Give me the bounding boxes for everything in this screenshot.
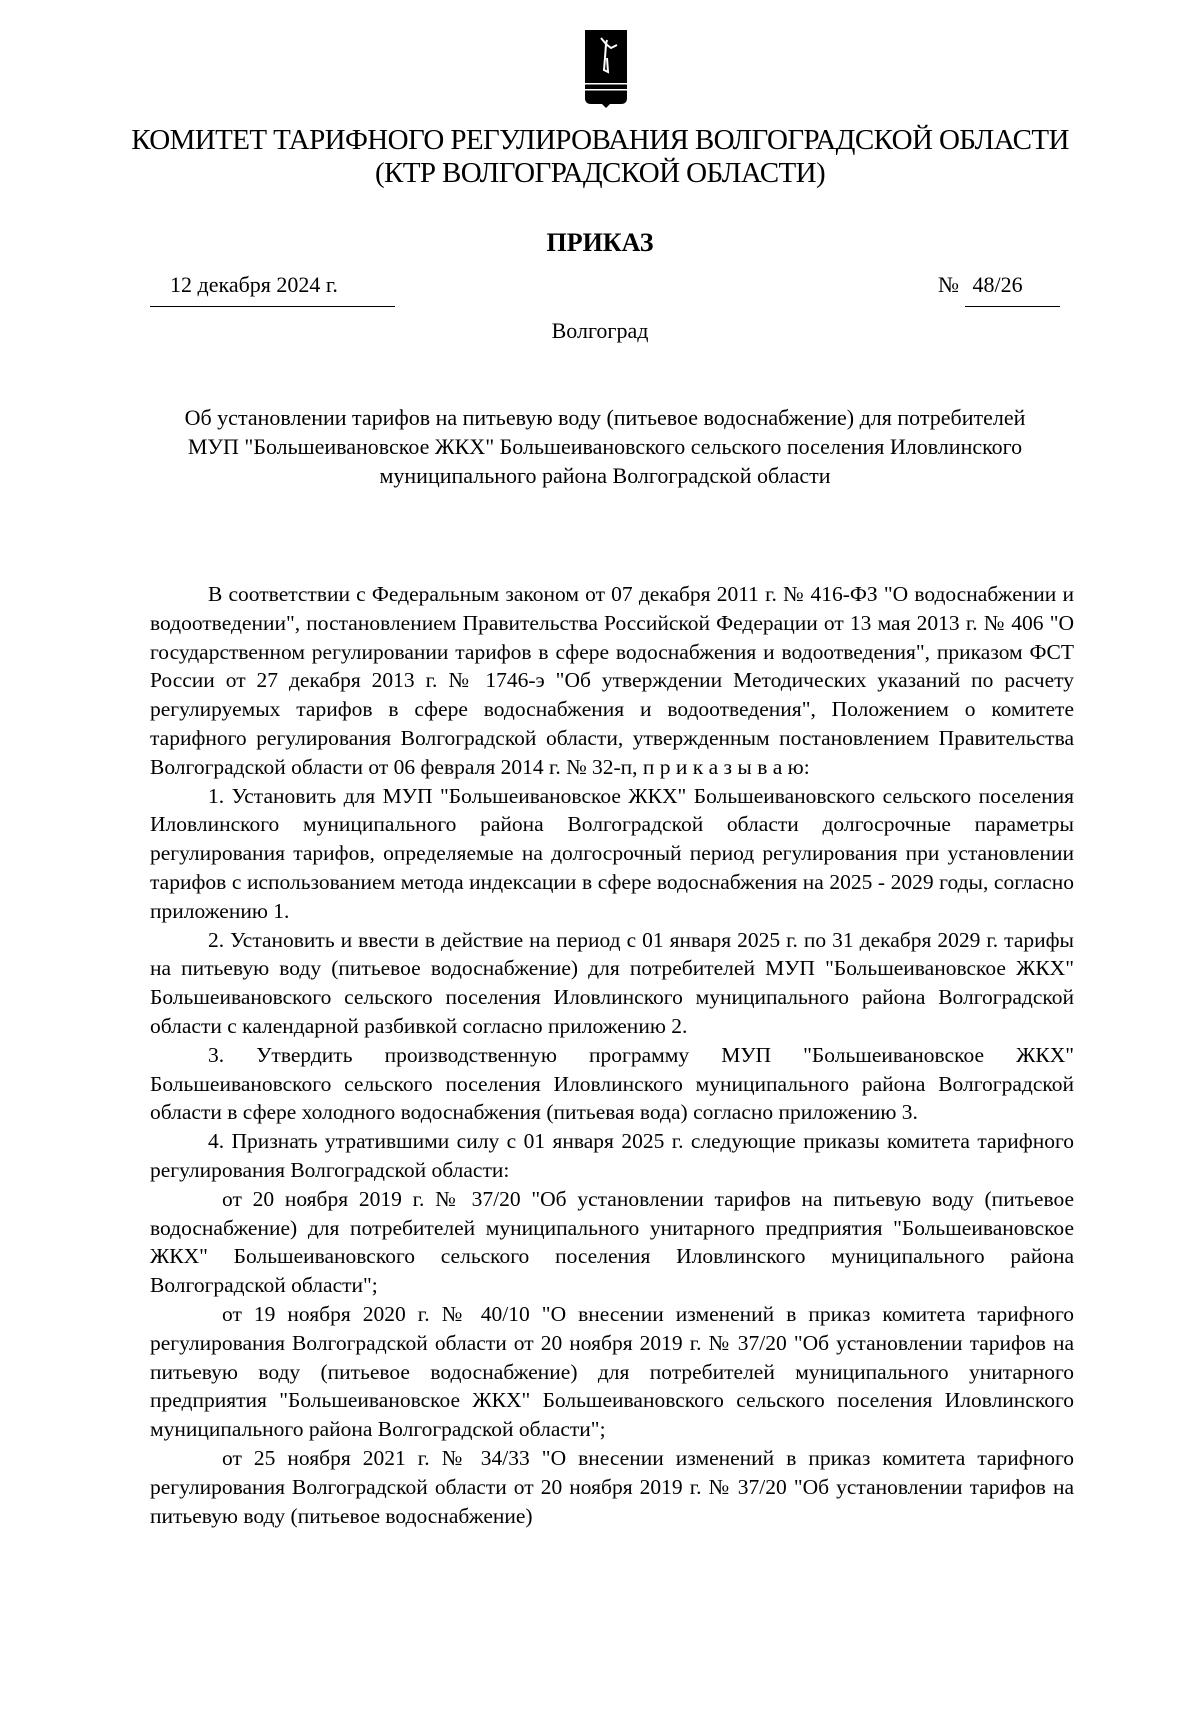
document-type: ПРИКАЗ: [546, 228, 654, 257]
paragraph-item-4: 4. Признать утратившими силу с 01 января 2025 г. следующие приказы комитета тарифного регулирования Волгоградской области:: [150, 1129, 1074, 1182]
document-subject: Об установлении тарифов на питьевую воду (питьевое водоснабжение) для потребителей МУП "Большеивановское ЖКХ" Большеивановского сельского поселения Иловлинского муниципального района Волгоградской области: [184, 405, 1026, 488]
org-full-name: КОМИТЕТ ТАРИФНОГО РЕГУЛИРОВАНИЯ ВОЛГОГРАДСКОЙ ОБЛАСТИ: [131, 124, 1069, 156]
paragraph-repealed-order: от 19 ноября 2020 г. № 40/10 "О внесении изменений в приказ комитета тарифного регулирования Волгоградской области от 20 ноября 2019 г. № 37/20 "Об установлении тарифов на питьевую воду (питьевое водоснабжение) для потребителей муниципального унитарного предприятия "Большеивановское ЖКХ" Большеивановского сельского поселения Иловлинского муниципального района Волгоградской области";: [150, 1301, 1074, 1442]
paragraph-item-2: 2. Установить и ввести в действие на период с 01 января 2025 г. по 31 декабря 2029 г. тарифы на питьевую воду (питьевое водоснабжение) для потребителей МУП "Большеивановское ЖКХ" Большеивановского сельского поселения Иловлинского муниципального района Волгоградской области с календарной разбивкой согласно приложению 2.: [150, 927, 1074, 1038]
organization-name: [0, 124, 1200, 190]
number-value: 48/26: [965, 272, 1060, 307]
paragraph-repealed-order: от 20 ноября 2019 г. № 37/20 "Об установлении тарифов на питьевую воду (питьевое водоснабжение) для потребителей муниципального унитарного предприятия "Большеивановское ЖКХ" Большеивановского сельского поселения Иловлинского муниципального района Волгоградской области";: [150, 1186, 1074, 1298]
city: Волгоград: [551, 318, 649, 343]
document-date: 12 декабря 2024 г.: [150, 272, 395, 307]
paragraph-preamble: В соответствии с Федеральным законом от 07 декабря 2011 г. № 416-ФЗ "О водоснабжении и водоотведении", постановлением Правительства Российской Федерации от 13 мая 2013 г. № 406 "О государственном регулировании тарифов в сфере водоснабжения и водоотведения", приказом ФСТ России от 27 декабря 2013 г. № 1746-э "Об утверждении Методических указаний по расчету регулируемых тарифов в сфере водоснабжения и водоотведения", Положением о комитете тарифного регулирования Волгоградской области, утвержденным постановлением Правительства Волгоградской области от 06 февраля 2014 г. № 32-п, п р и к а з ы в а ю:: [150, 582, 1074, 779]
paragraph-item-1: 1. Установить для МУП "Большеивановское ЖКХ" Большеивановского сельского поселения Иловлинского муниципального района Волгоградской области долгосрочные параметры регулирования тарифов, определяемые на долгосрочный период регулирования при установлении тарифов с использованием метода индексации в сфере водоснабжения на 2025 - 2029 годы, согласно приложению 1.: [150, 783, 1074, 923]
paragraph-repealed-order: от 25 ноября 2021 г. № 34/33 "О внесении изменений в приказ комитета тарифного регулирования Волгоградской области от 20 ноября 2019 г. № 37/20 "Об установлении тарифов на питьевую воду (питьевое водоснабжение): [150, 1445, 1074, 1528]
number-label: №: [938, 272, 959, 297]
document-body: [150, 580, 1074, 1530]
paragraph-item-3: 3. Утвердить производственную программу МУП "Большеивановское ЖКХ" Большеивановского сельского поселения Иловлинского муниципального района Волгоградской области в сфере холодного водоснабжения (питьевая вода) согласно приложению 3.: [150, 1042, 1074, 1125]
document-number: [938, 272, 1060, 307]
coat-of-arms-emblem: [583, 28, 629, 108]
org-short-name: (КТР ВОЛГОГРАДСКОЙ ОБЛАСТИ): [374, 157, 826, 189]
